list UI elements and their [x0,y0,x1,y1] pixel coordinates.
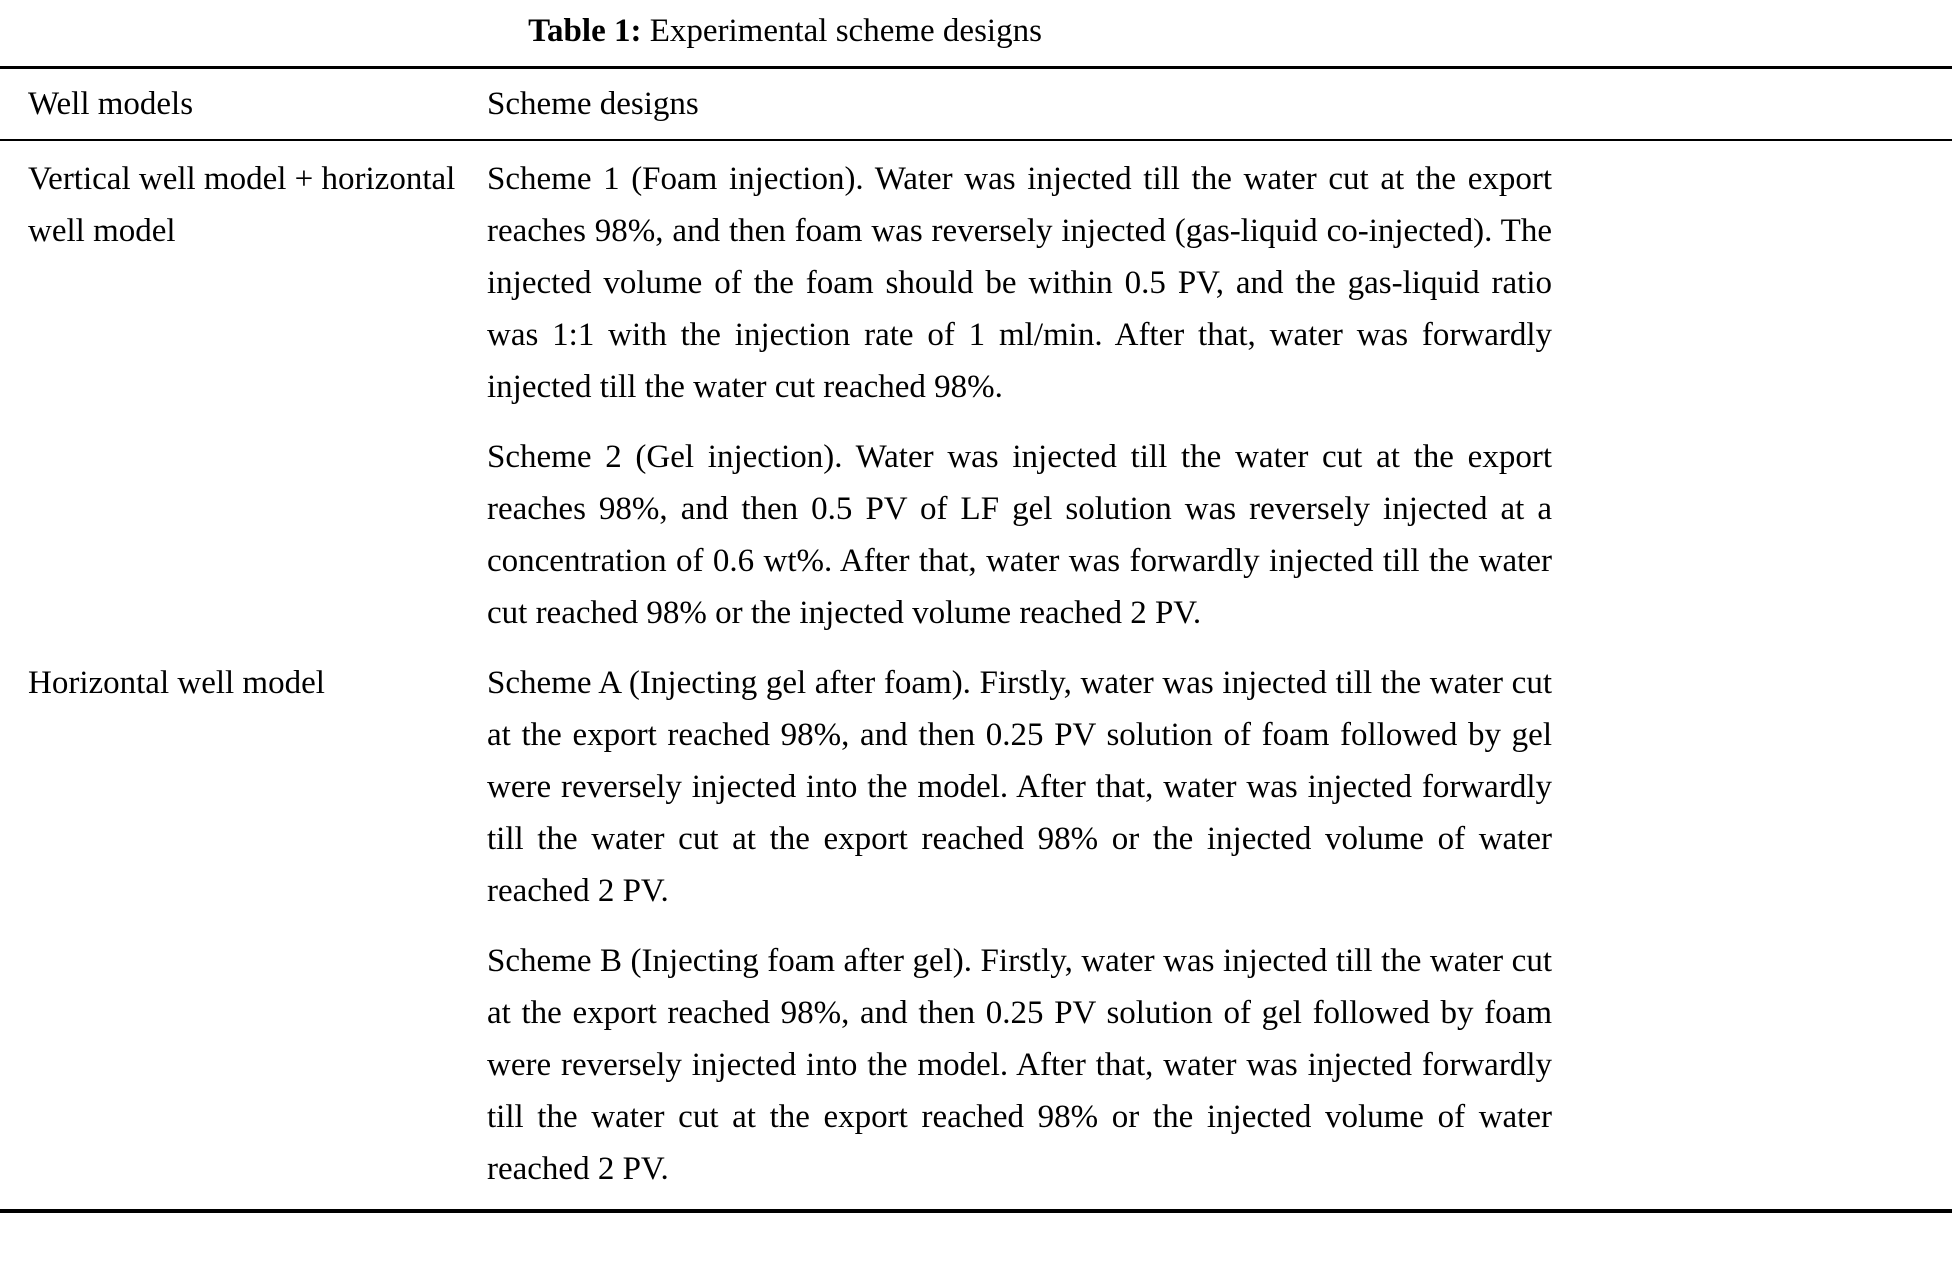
scheme-paragraph-b: Scheme B (Injecting foam after gel). Firstly, water was injected till the water cut at the export reached 98%, and then 0.25 PV solution of gel followed by foam were reversely injected into the model. After that, water was injected forwardly till the water cut at the export reached 98% or the injected volume of water reached 2 PV. [487,943,1552,1187]
table-caption [0,0,1570,66]
table-header-row [0,69,1952,141]
table-row [28,153,1952,657]
scheme-paragraph-a: Scheme A (Injecting gel after foam). Firstly, water was injected till the water cut at the export reached 98%, and then 0.25 PV solution of foam followed by gel were reversely injected into the model. After that, water was injected forwardly till the water cut at the export reached 98% or the injected volume of water reached 2 PV. [487,665,1552,909]
experimental-scheme-table [0,66,1952,1213]
scheme-designs-cell [487,657,1552,1195]
scheme-paragraph-2: Scheme 2 (Gel injection). Water was injected till the water cut at the export reaches 98%, and then 0.5 PV of LF gel solution was reversely injected at a concentration of 0.6 wt%. After that, water was forwardly injected till the water cut reached 98% or the injected volume reached 2 PV. [487,439,1552,631]
table-body [0,141,1952,1209]
well-model-cell: Vertical well model + horizontal well model [28,161,456,249]
table-caption-title: Experimental scheme designs [649,13,1042,49]
column-header-scheme-designs: Scheme designs [487,86,699,122]
well-model-cell: Horizontal well model [28,665,325,701]
scheme-designs-cell [487,153,1552,657]
table-caption-label: Table 1: [528,13,642,49]
scheme-paragraph-1: Scheme 1 (Foam injection). Water was injected till the water cut at the export reaches 98%, and then foam was reversely injected (gas-liquid co-injected). The injected volume of the foam should be within 0.5 PV, and the gas-liquid ratio was 1:1 with the injection rate of 1 ml/min. After that, water was forwardly injected till the water cut reached 98%. [487,161,1552,405]
table-row [28,657,1952,1195]
column-header-well-models: Well models [28,86,194,122]
